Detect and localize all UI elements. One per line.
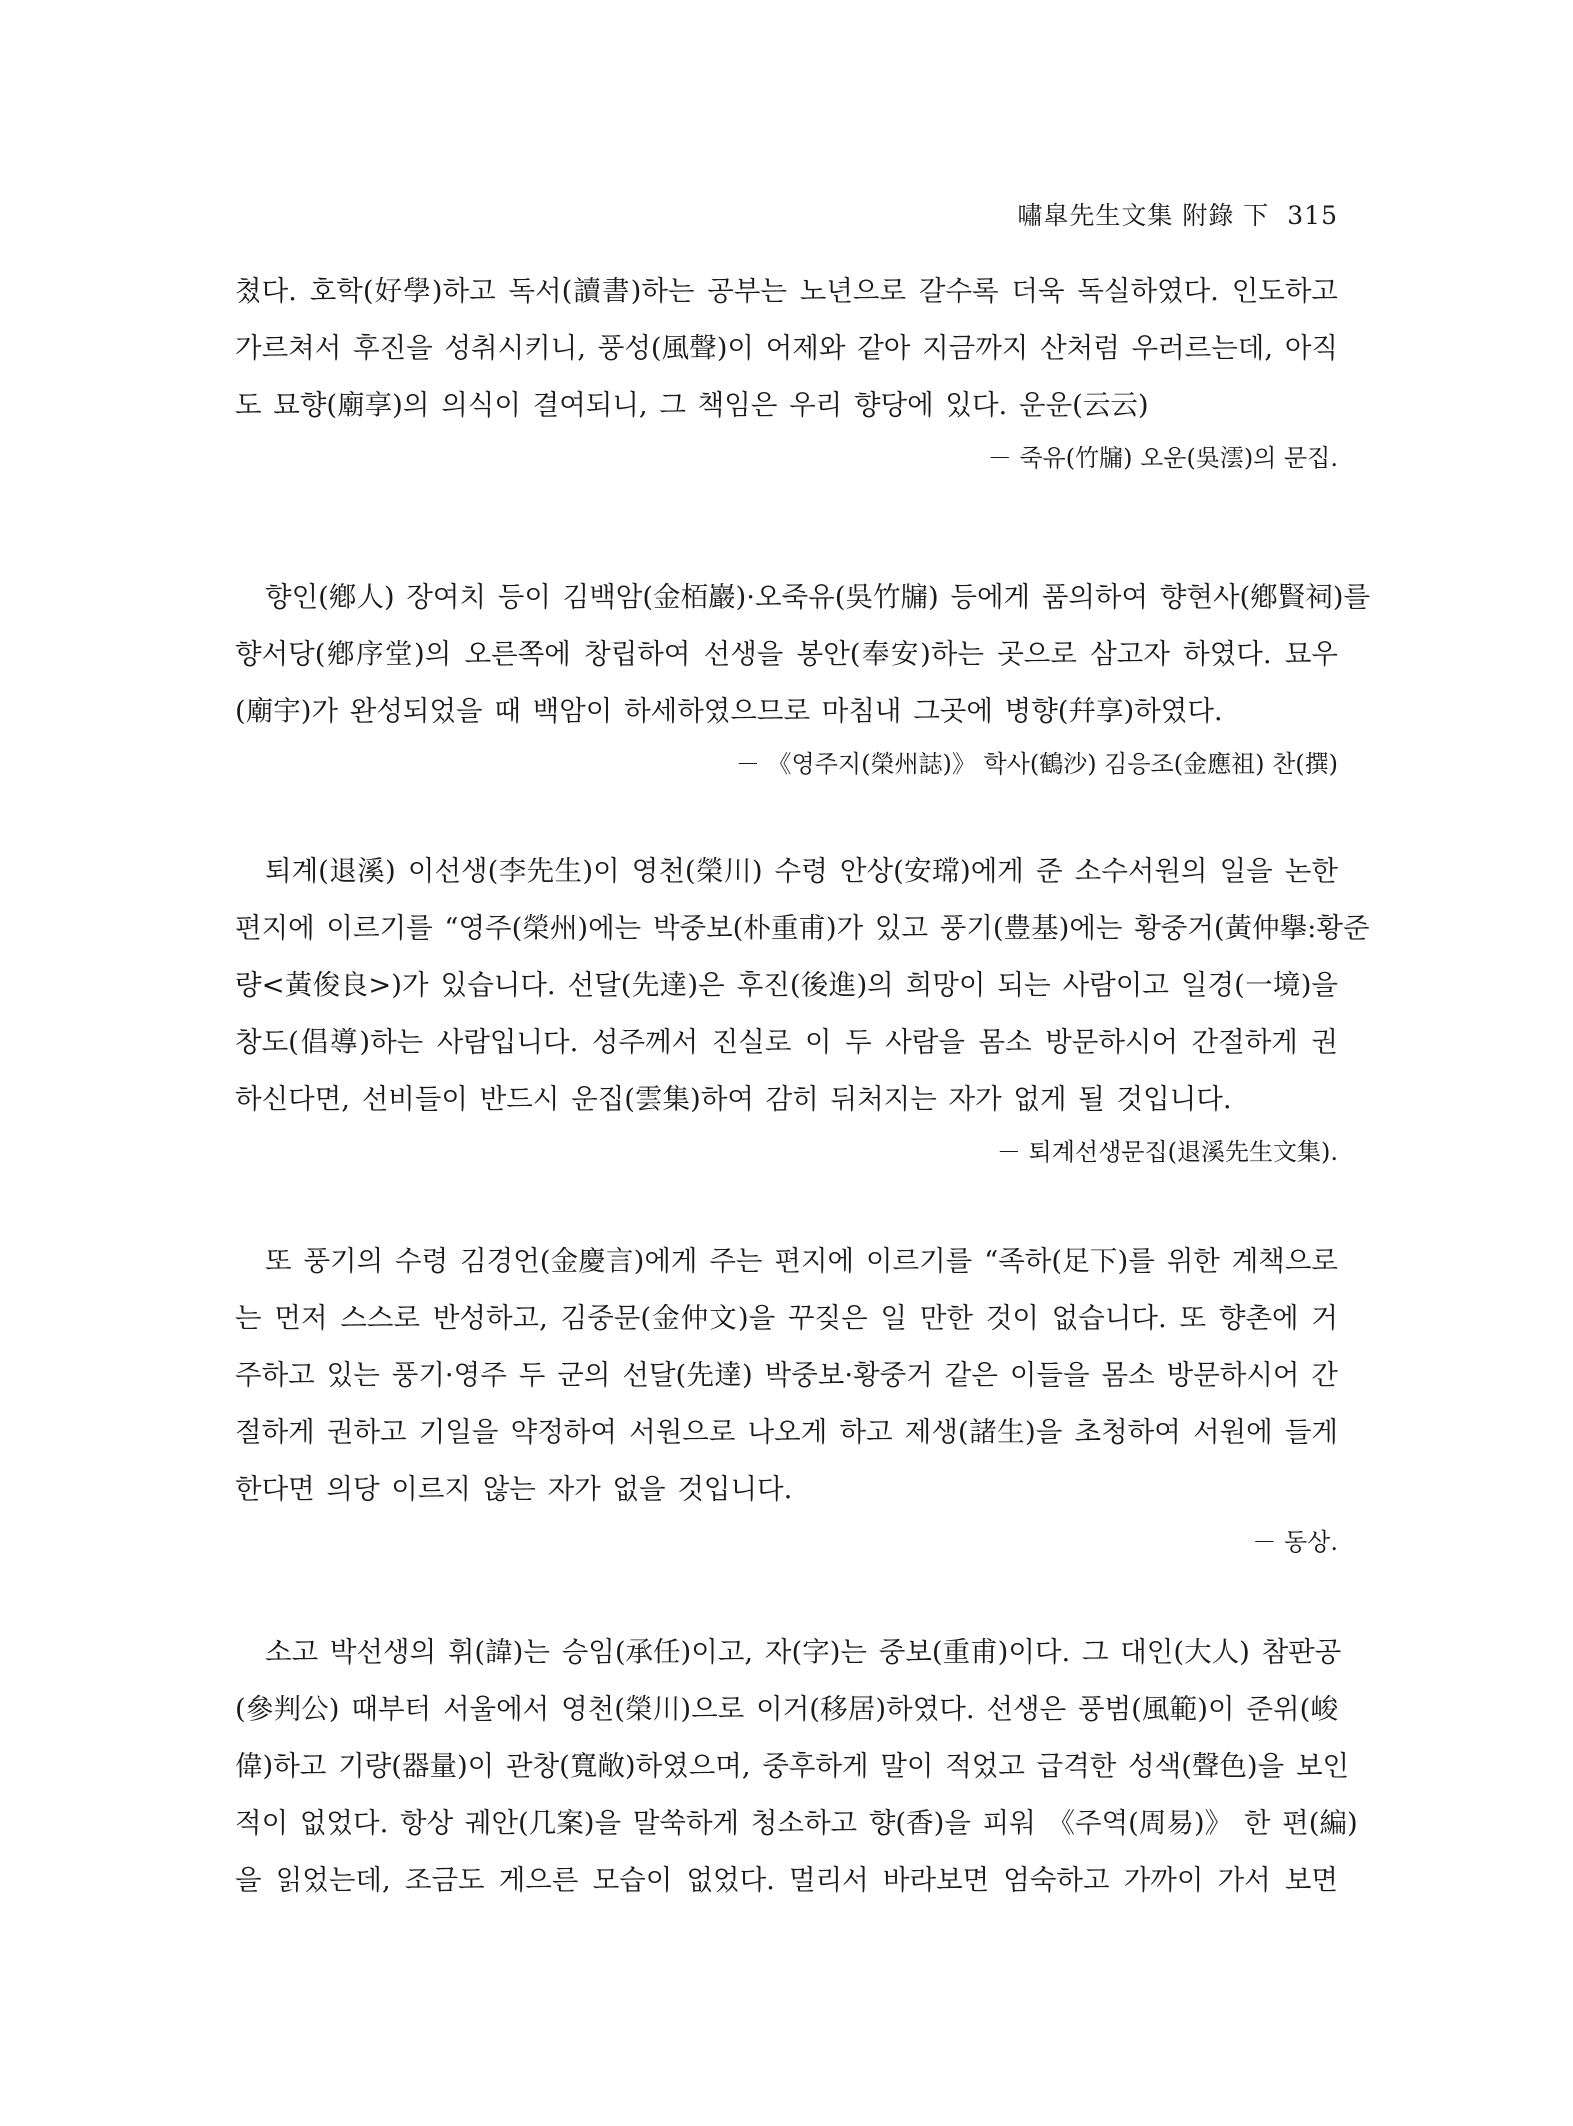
text-line: 편지에 이르기를 “영주(榮州)에는 박중보(朴重甫)가 있고 풍기(豊基)에는 황중거(黃仲擧:황준 [235,912,1370,944]
text-line: 향서당(鄕序堂)의 오른쪽에 창립하여 선생을 봉안(奉安)하는 곳으로 삼고자 하였다. 묘우 [235,638,1338,670]
text-line: 쳤다. 호학(好學)하고 독서(讀書)하는 공부는 노년으로 갈수록 더욱 독실하였다. 인도하고 [235,275,1338,307]
passage-2 [235,569,1371,784]
paragraph [235,1624,1358,1909]
text-line: 가르쳐서 후진을 성취시키니, 풍성(風聲)이 어제와 같아 지금까지 산처럼 우러르는데, 아직 [235,332,1338,364]
text-line: 적이 없었다. 항상 궤안(几案)을 말쑥하게 청소하고 향(香)을 피워 《주역(周易)》 한 편(編) [235,1807,1358,1839]
source-citation: － 죽유(竹牖) 오운(吳澐)의 문집. [987,444,1338,472]
passage-1 [235,263,1338,478]
text-line: 또 풍기의 수령 김경언(金慶言)에게 주는 편지에 이르기를 “족하(足下)를 위한 계책으로 [265,1245,1338,1277]
paragraph [235,263,1338,434]
text-line: 을 읽었는데, 조금도 게으른 모습이 없었다. 멀리서 바라보면 엄숙하고 가까이 가서 보면 [235,1864,1338,1896]
text-line: 한다면 의당 이르지 않는 자가 없을 것입니다. [235,1473,793,1505]
text-line: (廟宇)가 완성되었을 때 백암이 하세하였으므로 마침내 그곳에 병향(幷享)하였다. [235,695,1223,727]
text-line: 퇴계(退溪) 이선생(李先生)이 영천(榮川) 수령 안상(安瑺)에게 준 소수서원의 일을 논한 [265,855,1338,887]
text-line: 향인(鄕人) 장여치 등이 김백암(金栢巖)·오죽유(吳竹牖) 등에게 품의하여 향현사(鄕賢祠)를 [265,581,1371,613]
text-line: 절하게 권하고 기일을 약정하여 서원으로 나오게 하고 제생(諸生)을 초청하여 서원에 들게 [235,1416,1338,1448]
passage-4 [235,1233,1338,1562]
paragraph [235,1233,1338,1518]
text-line: 주하고 있는 풍기·영주 두 군의 선달(先達) 박중보·황중거 같은 이들을 몸소 방문하시어 간 [235,1359,1338,1391]
text-line: 량<黃俊良>)가 있습니다. 선달(先達)은 후진(後進)의 희망이 되는 사람이고 일경(一境)을 [235,969,1338,1001]
passage-5 [235,1624,1358,1909]
text-line: 하신다면, 선비들이 반드시 운집(雲集)하여 감히 뒤처지는 자가 없게 될 것입니다. [235,1083,1232,1115]
running-header [1017,196,1338,232]
text-line: (參判公) 때부터 서울에서 영천(榮川)으로 이거(移居)하였다. 선생은 풍범(風範)이 준위(峻 [235,1693,1338,1725]
source-citation: － 《영주지(榮州誌)》 학사(鶴沙) 김응조(金應祖) 찬(撰) [735,750,1338,778]
source-citation: － 동상. [1252,1528,1338,1556]
passage-3 [235,843,1370,1172]
text-line: 도 묘향(廟享)의 의식이 결여되니, 그 책임은 우리 향당에 있다. 운운(云云) [235,389,1149,421]
source-citation: － 퇴계선생문집(退溪先生文集). [996,1138,1338,1166]
text-line: 偉)하고 기량(器量)이 관창(寬敞)하였으며, 중후하게 말이 적었고 급격한 성색(聲色)을 보인 [235,1750,1350,1782]
text-line: 창도(倡導)하는 사람입니다. 성주께서 진실로 이 두 사람을 몸소 방문하시어 간절하게 권 [235,1026,1338,1058]
document-page [235,0,1371,2126]
running-title: 嘯皐先生文集 附錄 下 [1017,201,1270,230]
paragraph [235,569,1371,740]
paragraph [235,843,1370,1128]
text-line: 소고 박선생의 휘(諱)는 승임(承任)이고, 자(字)는 중보(重甫)이다. 그 대인(大人) 참판공 [265,1636,1342,1668]
text-line: 는 먼저 스스로 반성하고, 김중문(金仲文)을 꾸짖은 일 만한 것이 없습니다. 또 향촌에 거 [235,1302,1338,1334]
page-number: 315 [1287,201,1338,230]
